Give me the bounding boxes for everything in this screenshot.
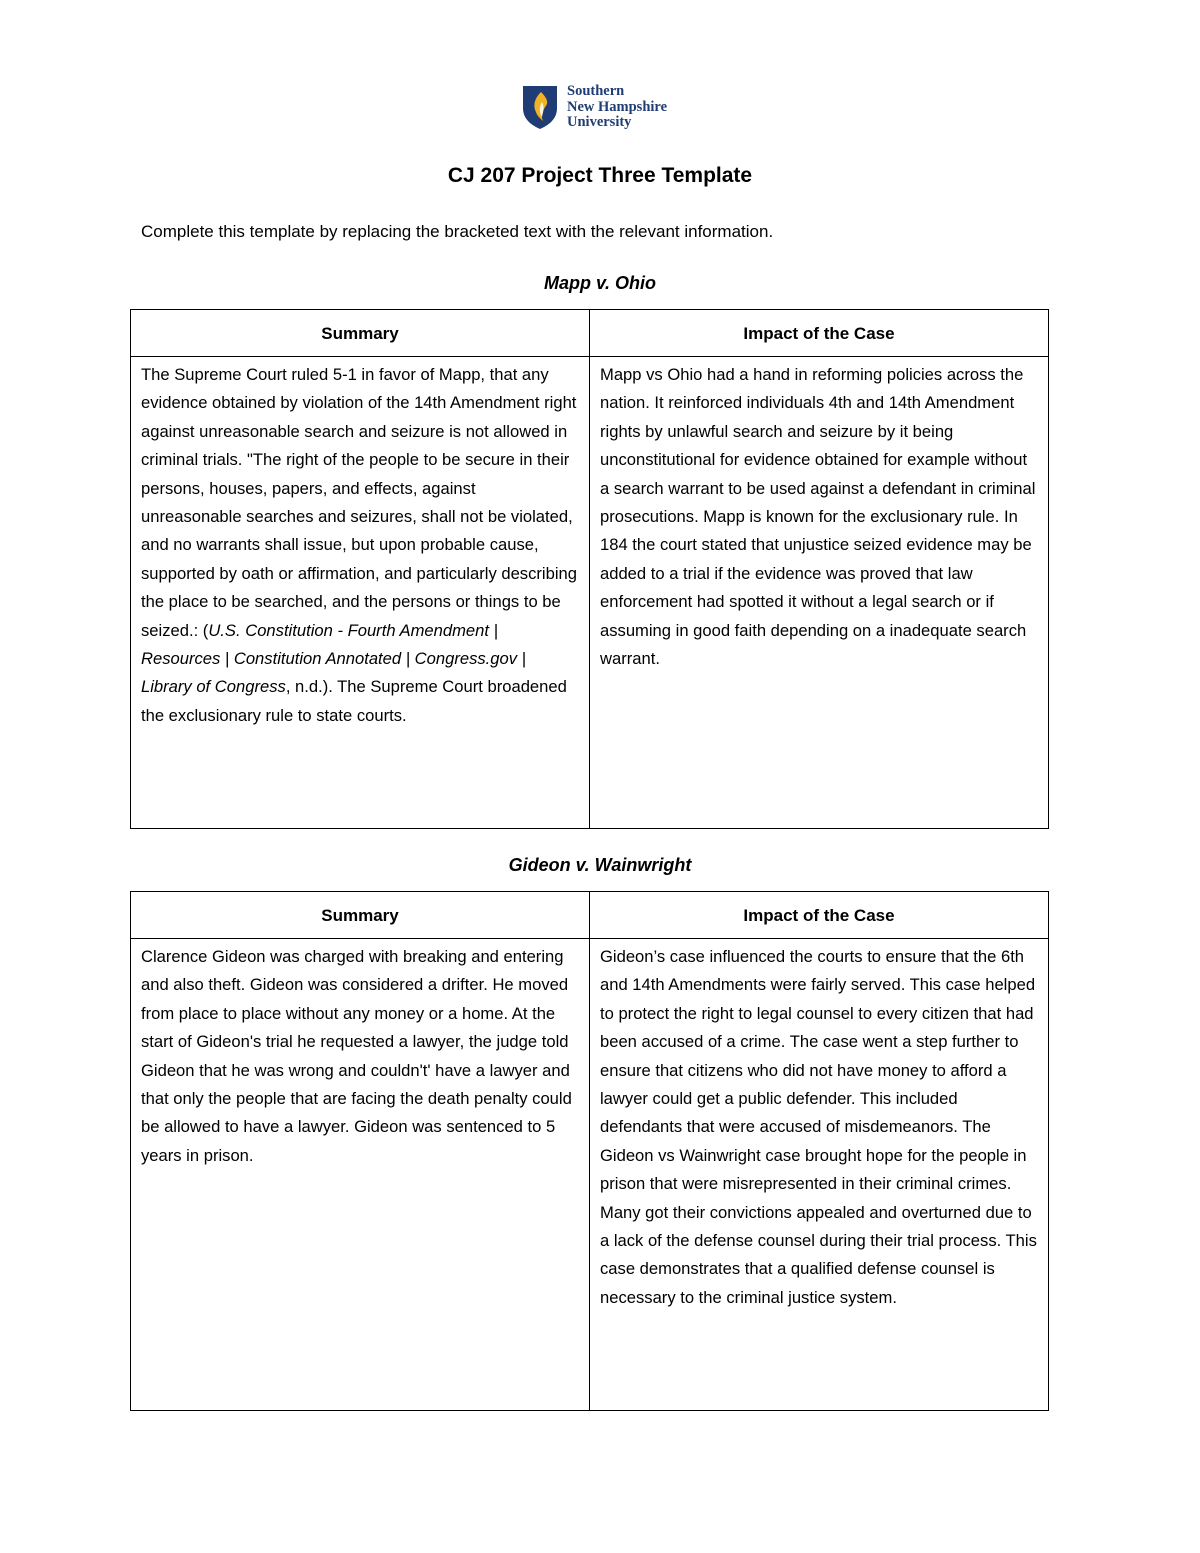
summary-cell: Clarence Gideon was charged with breaking and entering and also theft. Gideon was considered a drifter. He moved from place to place without any money or a home. At the start of Gideon's trial he requested a lawyer, the judge told Gideon that he was wrong and couldn't' have a lawyer and that only the people that are facing the death penalty could be allowed to have a lawyer. Gideon was sentenced to 5 years in prison. — [131, 939, 590, 1411]
case-table-mapp — [130, 309, 1049, 829]
table-row — [131, 939, 1049, 1411]
column-header-impact: Impact of the Case — [590, 310, 1049, 357]
logo-line-1: Southern — [567, 83, 625, 99]
flame-shield-icon — [521, 84, 559, 130]
case-heading-gideon: Gideon v. Wainwright — [508, 855, 692, 875]
document-title: CJ 207 Project Three Template — [447, 164, 753, 187]
impact-cell: Gideon’s case influenced the courts to ensure that the 6th and 14th Amendments were fairly served. This case helped to protect the right to legal counsel to every citizen that had been accused of a crime. The case went a step further to ensure that citizens who did not have money to afford a lawyer could get a public defender. This included defendants that were accused of misdemeanors. The Gideon vs Wainwright case brought hope for the people in prison that were misrepresented in their criminal crimes. Many got their convictions appealed and overturned due to a lack of the defense counsel during their trial process. This case demonstrates that a qualified defense counsel is necessary to the criminal justice system. — [590, 939, 1049, 1411]
summary-text-after: , n.d.). The Supreme Court broadened the exclusionary rule to state courts. — [141, 677, 567, 725]
case-heading-mapp: Mapp v. Ohio — [543, 273, 656, 293]
table-header-row — [131, 892, 1049, 939]
summary-cell — [131, 357, 590, 829]
column-header-summary: Summary — [131, 892, 590, 939]
table-row — [131, 357, 1049, 829]
logo-wordmark — [567, 84, 667, 131]
citation-italic: U.S. Constitution - Fourth Amendment | Resources | Constitution Annotated | Congress.gov | Library of Congress — [141, 620, 526, 697]
university-logo — [521, 84, 667, 131]
instructions-text: Complete this template by replacing the bracketed text with the relevant information. — [141, 222, 774, 241]
impact-cell: Mapp vs Ohio had a hand in reforming policies across the nation. It reinforced individuals 4th and 14th Amendment rights by unlawful search and seizure by it being unconstitutional for evidence obtained for example without a search warrant to be used against a defendant in criminal prosecutions. Mapp is known for the exclusionary rule. In 184 the court stated that unjustice seized evidence may be added to a trial if the evidence was proved that law enforcement had spotted it without a legal search or if assuming in good faith depending on a inadequate search warrant. — [590, 357, 1049, 829]
column-header-impact: Impact of the Case — [590, 892, 1049, 939]
summary-text-before: The Supreme Court ruled 5-1 in favor of Mapp, that any evidence obtained by violation of the 14th Amendment right against unreasonable search and seizure is not allowed in criminal trials. "The right of the people to be secure in their persons, houses, papers, and effects, against unreasonable searches and seizures, shall not be violated, and no warrants shall issue, but upon probable cause, supported by oath or affirmation, and particularly describing the place to be searched, and the persons or things to be seized.: ( — [141, 365, 577, 640]
case-table-gideon — [130, 891, 1049, 1411]
logo-line-3: University — [567, 114, 632, 130]
column-header-summary: Summary — [131, 310, 590, 357]
logo-line-2: New Hampshire — [567, 98, 668, 115]
table-header-row — [131, 310, 1049, 357]
